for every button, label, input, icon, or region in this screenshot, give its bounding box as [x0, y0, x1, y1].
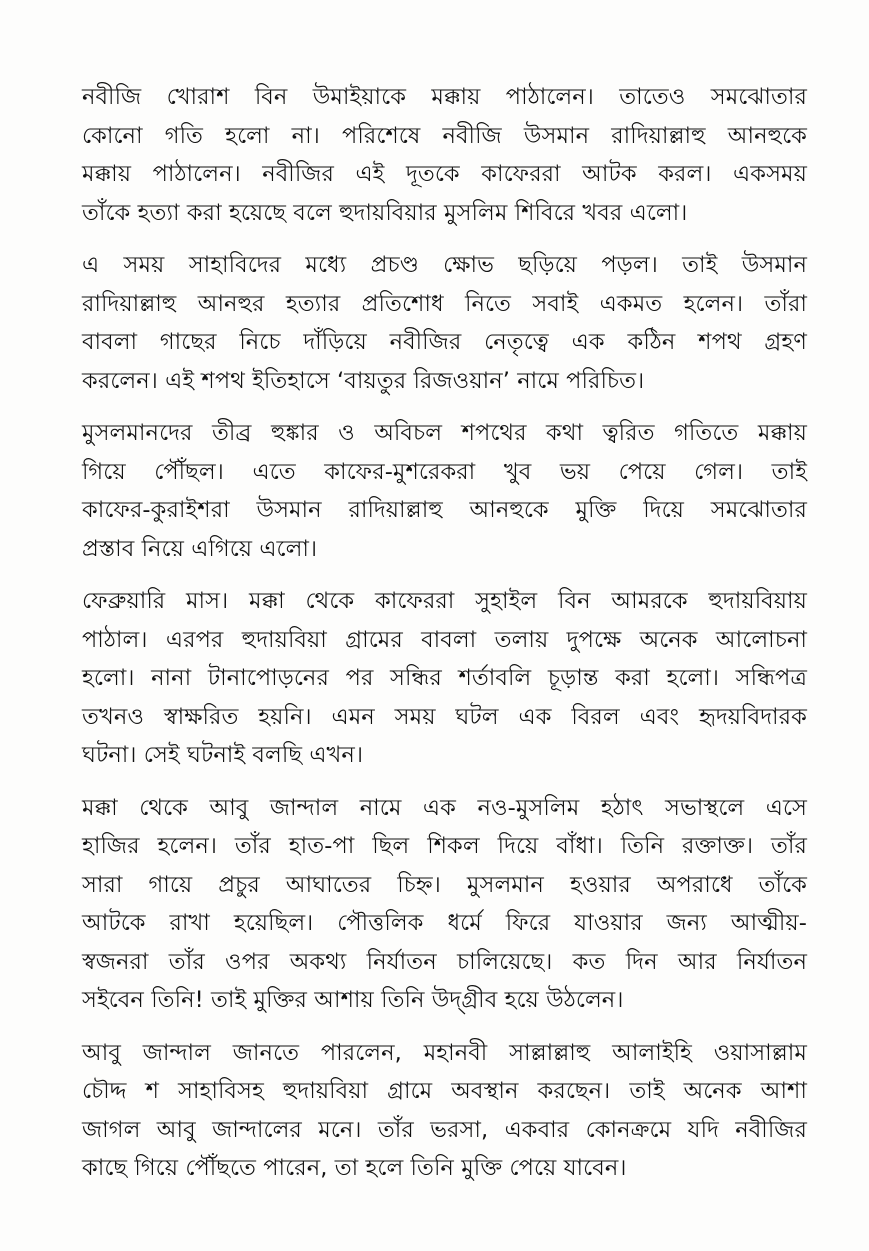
text-line: হলো। নানা টানাপোড়নের পর সন্ধির শর্তাবলি চূড়ান্ত করা হলো। সন্ধিপত্র	[82, 665, 807, 691]
text-line: নবীজি খোরাশ বিন উমাইয়াকে মক্কায় পাঠালেন। তাতেও সমঝোতার	[82, 84, 807, 110]
paragraph-4	[82, 582, 807, 775]
text-line: স্বজনরা তাঁর ওপর অকথ্য নির্যাতন চালিয়েছে। কত দিন আর নির্যাতন	[82, 948, 807, 975]
text-line: বাবলা গাছের নিচে দাঁড়িয়ে নবীজির নেতৃত্বে এক কঠিন শপথ গ্রহণ	[82, 329, 807, 355]
text-line: মক্কায় পাঠালেন। নবীজির এই দূতকে কাফেররা আটক করল। একসময়	[82, 161, 807, 187]
text-line: রাদিয়াল্লাহু আনহুর হত্যার প্রতিশোধ নিতে সবাই একমত হলেন। তাঁরা	[82, 290, 807, 317]
text-line: আবু জান্দাল জানতে পারলেন, মহানবী সাল্লাল্লাহু আলাইহি ওয়াসাল্লাম	[82, 1039, 807, 1066]
text-line: কাছে গিয়ে পৌঁছতে পারেন, তা হলে তিনি মুক্তি পেয়ে যাবেন।	[82, 1155, 627, 1181]
text-line: তখনও স্বাক্ষরিত হয়নি। এমন সময় ঘটল এক বিরল এবং হৃদয়বিদারক	[82, 703, 807, 730]
text-line: সইবেন তিনি! তাই মুক্তির আশায় তিনি উদ্‌গ্রীব হয়ে উঠলেন।	[82, 987, 624, 1013]
paragraph-1	[82, 78, 807, 232]
paragraph-2	[82, 246, 807, 400]
text-line: গিয়ে পৌঁছল। এতে কাফের-মুশরেকরা খুব ভয় পেয়ে গেল। তাই	[82, 458, 807, 485]
paragraph-6	[82, 1034, 807, 1188]
paragraph-3	[82, 414, 807, 568]
text-line: ফেব্রুয়ারি মাস। মক্কা থেকে কাফেররা সুহাইল বিন আমরকে হুদায়বিয়ায়	[82, 588, 807, 614]
text-line: আটকে রাখা হয়েছিল। পৌত্তলিক ধর্মে ফিরে যাওয়ার জন্য আত্মীয়-	[82, 910, 807, 936]
text-line: সারা গায়ে প্রচুর আঘাতের চিহ্ন। মুসলমান হওয়ার অপরাধে তাঁকে	[82, 871, 807, 898]
text-line: কাফের-কুরাইশরা উসমান রাদিয়াল্লাহু আনহুকে মুক্তি দিয়ে সমঝোতার	[82, 497, 807, 523]
text-line: মুসলমানদের তীব্র হুঙ্কার ও অবিচল শপথের কথা ত্বরিত গতিতে মক্কায়	[82, 420, 807, 446]
text-line: করলেন। এই শপথ ইতিহাসে ‘বায়তুর রিজওয়ান’ নামে পরিচিত।	[82, 367, 645, 394]
text-line: ঘটনা। সেই ঘটনাই বলছি এখন।	[82, 742, 364, 768]
text-line: কোনো গতি হলো না। পরিশেষে নবীজি উসমান রাদিয়াল্লাহু আনহুকে	[82, 122, 807, 149]
text-line: এ সময় সাহাবিদের মধ্যে প্রচণ্ড ক্ষোভ ছড়িয়ে পড়ল। তাই উসমান	[82, 252, 807, 278]
text-line: প্রস্তাব নিয়ে এগিয়ে এলো।	[82, 535, 318, 562]
text-line: হাজির হলেন। তাঁর হাত-পা ছিল শিকল দিয়ে বাঁধা। তিনি রক্তাক্ত। তাঁর	[82, 833, 807, 859]
text-line: পাঠাল। এরপর হুদায়বিয়া গ্রামের বাবলা তলায় দুপক্ষে অনেক আলোচনা	[82, 626, 807, 653]
text-line: জাগল আবু জান্দালের মনে। তাঁর ভরসা, একবার কোনক্রমে যদি নবীজির	[82, 1116, 807, 1143]
text-line: চৌদ্দ শ সাহাবিসহ হুদায়বিয়া গ্রামে অবস্থান করছেন। তাই অনেক আশা	[82, 1078, 807, 1104]
text-line: তাঁকে হত্যা করা হয়েছে বলে হুদায়বিয়ার মুসলিম শিবিরে খবর এলো।	[82, 199, 688, 226]
paragraph-5	[82, 789, 807, 1020]
text-line: মক্কা থেকে আবু জান্দাল নামে এক নও-মুসলিম হঠাৎ সভাস্থলে এসে	[82, 794, 807, 821]
